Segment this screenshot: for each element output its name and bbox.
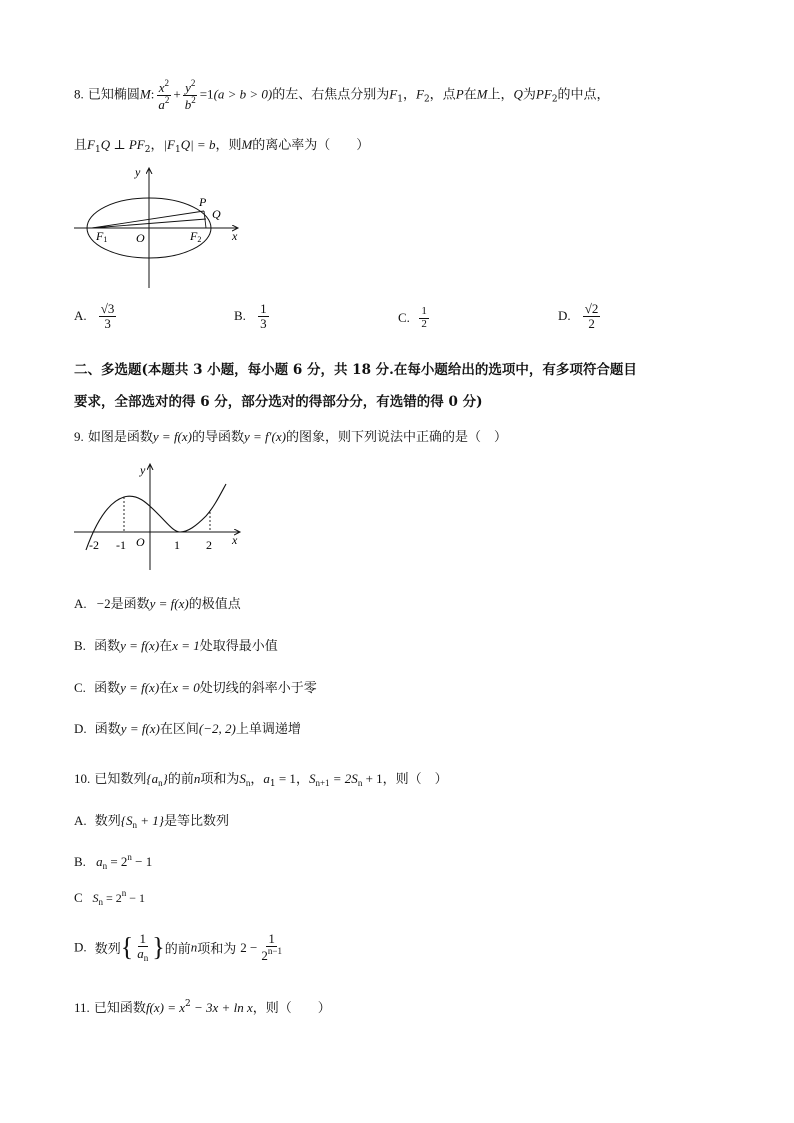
q9-option-d[interactable]: D. 函数y = f(x)在区间(−2, 2)上单调递增 (74, 721, 301, 737)
q10-stem: 10. 已知数列$\{a_n\}$的前n项和为$S_n$，$a_1 = 1$，$S_{n+1} = 2S_n + 1$，则（ ） (74, 771, 448, 789)
q8-frac-y: $\frac{y^2}{b^2}$ (184, 78, 196, 112)
q9-fig-x: x (232, 533, 238, 547)
q9-option-c[interactable]: C. 函数y = f(x)在x = 0处切线的斜率小于零 (74, 680, 317, 696)
q8-fig-y: y (135, 165, 141, 179)
q8-fig-o: O (136, 231, 145, 245)
q8-number: 8. (74, 86, 84, 102)
q8-line2: 且$F_1Q$ ⊥ $PF_2$，$|F_1Q| = b$，则M的离心率为（ ） (74, 137, 370, 155)
q8-ellipse-name: M (139, 86, 151, 102)
q9-fig-o: O (136, 535, 145, 549)
q9-derivative-figure (70, 460, 250, 575)
q10-option-c[interactable]: C $S_n = 2^n - 1$ (74, 888, 146, 907)
q8-intro: 已知椭圆 (87, 87, 140, 103)
q8-option-c[interactable]: C. $\frac{1}{2}$ (398, 305, 427, 330)
q8-fig-x: x (232, 229, 238, 243)
q8-option-b[interactable]: B. $\frac{1}{3}$ (234, 301, 267, 331)
q8-eq-rhs: =1 (199, 86, 214, 102)
q8-fig-f2: F2 (190, 229, 202, 244)
q8-condition: (a > b > 0) (213, 86, 273, 102)
q9-tick-minus1: -1 (116, 538, 126, 552)
q8-option-d[interactable]: D. $\frac{√2}{2}$ (558, 301, 599, 331)
q9-stem: 9. 如图是函数y = f(x)的导函数y = f′(x)的图象，则下列说法中正确的是（ ） (74, 429, 507, 445)
q10-option-b[interactable]: B. $a_n = 2^n - 1$ (74, 852, 153, 871)
q9-tick-minus2: -2 (89, 538, 99, 552)
q10-option-a[interactable]: A. 数列$\{S_n + 1\}$是等比数列 (74, 813, 229, 830)
q8-fig-q: Q (212, 207, 221, 221)
q10-option-d[interactable]: D. 数列{ $\frac{1}{a_n}$ }的前n项和为 2 − $\frac{1}{2^{n-1}}$ (74, 931, 282, 964)
q8-fig-p: P (199, 195, 207, 209)
q10-d-sum-frac: $\frac{1}{2^{n-1}}$ (261, 931, 282, 964)
q9-option-b[interactable]: B. 函数y = f(x)在x = 1处取得最小值 (74, 638, 278, 654)
q8-frac-x: $\frac{x^2}{a^2}$ (158, 78, 170, 112)
q8-f1-p-segment (92, 211, 204, 228)
q9-tick-1: 1 (174, 538, 180, 552)
q11-stem: 11. 已知函数$f(x) = x^2 - 3x + \ln x$，则（ ） (74, 999, 331, 1016)
section2-heading-line1: 二、多选题(本题共 3 小题，每小题 6 分，共 18 分.在每小题给出的选项中，有多项符合题目 (74, 362, 637, 378)
q9-option-a[interactable]: A. −2是函数y = f(x)的极值点 (74, 596, 241, 612)
q8-option-a[interactable]: A. $\frac{√3}{3}$ (74, 301, 115, 331)
q8-line1: 8. 已知椭圆M: $\frac{x^2}{a^2}$ + $\frac{y^2}{b^2}$ =1(a > b > 0)的左、右焦点分别为$F_1$，$F_2$，点P在M上，Q为$PF_2$的中点， (74, 78, 610, 112)
q9-fig-y: y (140, 463, 146, 477)
section2-heading-line2: 要求，全部选对的得 6 分，部分选对的得部分分，有选错的得 0 分) (74, 394, 483, 410)
q8-ellipse-figure (70, 162, 250, 292)
q9-tick-2: 2 (206, 538, 212, 552)
q9-derivative-curve (86, 484, 226, 550)
q8-fig-f1: F1 (96, 229, 108, 244)
q10-d-frac: $\frac{1}{a_n}$ (137, 931, 149, 963)
